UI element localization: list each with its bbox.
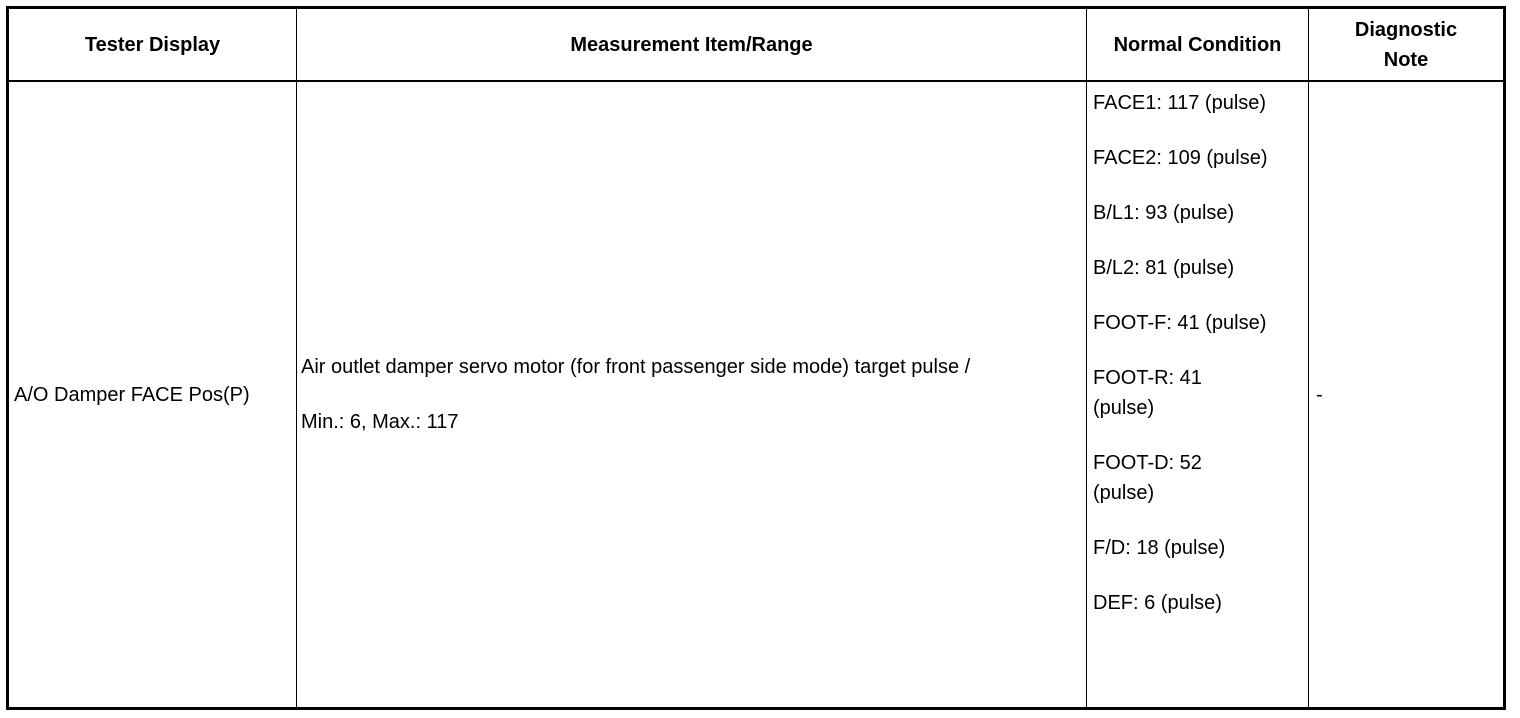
measurement-description: Air outlet damper servo motor (for front passenger side mode) target pulse / [301, 356, 971, 378]
normal-condition-item: FOOT-D: 52 (pulse) [1093, 452, 1202, 504]
table-row-diagnostic-note [1309, 82, 1503, 707]
measurement-text-block [301, 352, 970, 437]
table-row-tester-display [9, 82, 296, 707]
normal-condition-item: FOOT-F: 41 (pulse) [1093, 312, 1267, 334]
diagnostic-note-value: - [1316, 383, 1323, 406]
normal-condition-item: B/L2: 81 (pulse) [1093, 257, 1235, 279]
header-diagnostic-note: Diagnostic Note [1354, 18, 1458, 71]
data-table [6, 6, 1506, 710]
measurement-range: Min.: 6, Max.: 117 [301, 411, 459, 433]
normal-condition-item: B/L1: 93 (pulse) [1093, 202, 1235, 224]
normal-condition-item: FACE1: 117 (pulse) [1093, 92, 1267, 114]
table-row-measurement [297, 82, 1086, 707]
header-measurement-item: Measurement Item/Range [570, 33, 813, 56]
normal-condition-item: FACE2: 109 (pulse) [1093, 147, 1268, 169]
normal-condition-item: DEF: 6 (pulse) [1093, 592, 1222, 614]
table-row-normal-condition [1087, 82, 1308, 707]
tester-display-value: A/O Damper FACE Pos(P) [14, 383, 250, 406]
header-tester-display: Tester Display [84, 33, 221, 56]
normal-condition-item: F/D: 18 (pulse) [1093, 537, 1226, 559]
header-normal-condition: Normal Condition [1113, 33, 1282, 56]
normal-condition-item: FOOT-R: 41 (pulse) [1093, 367, 1202, 419]
